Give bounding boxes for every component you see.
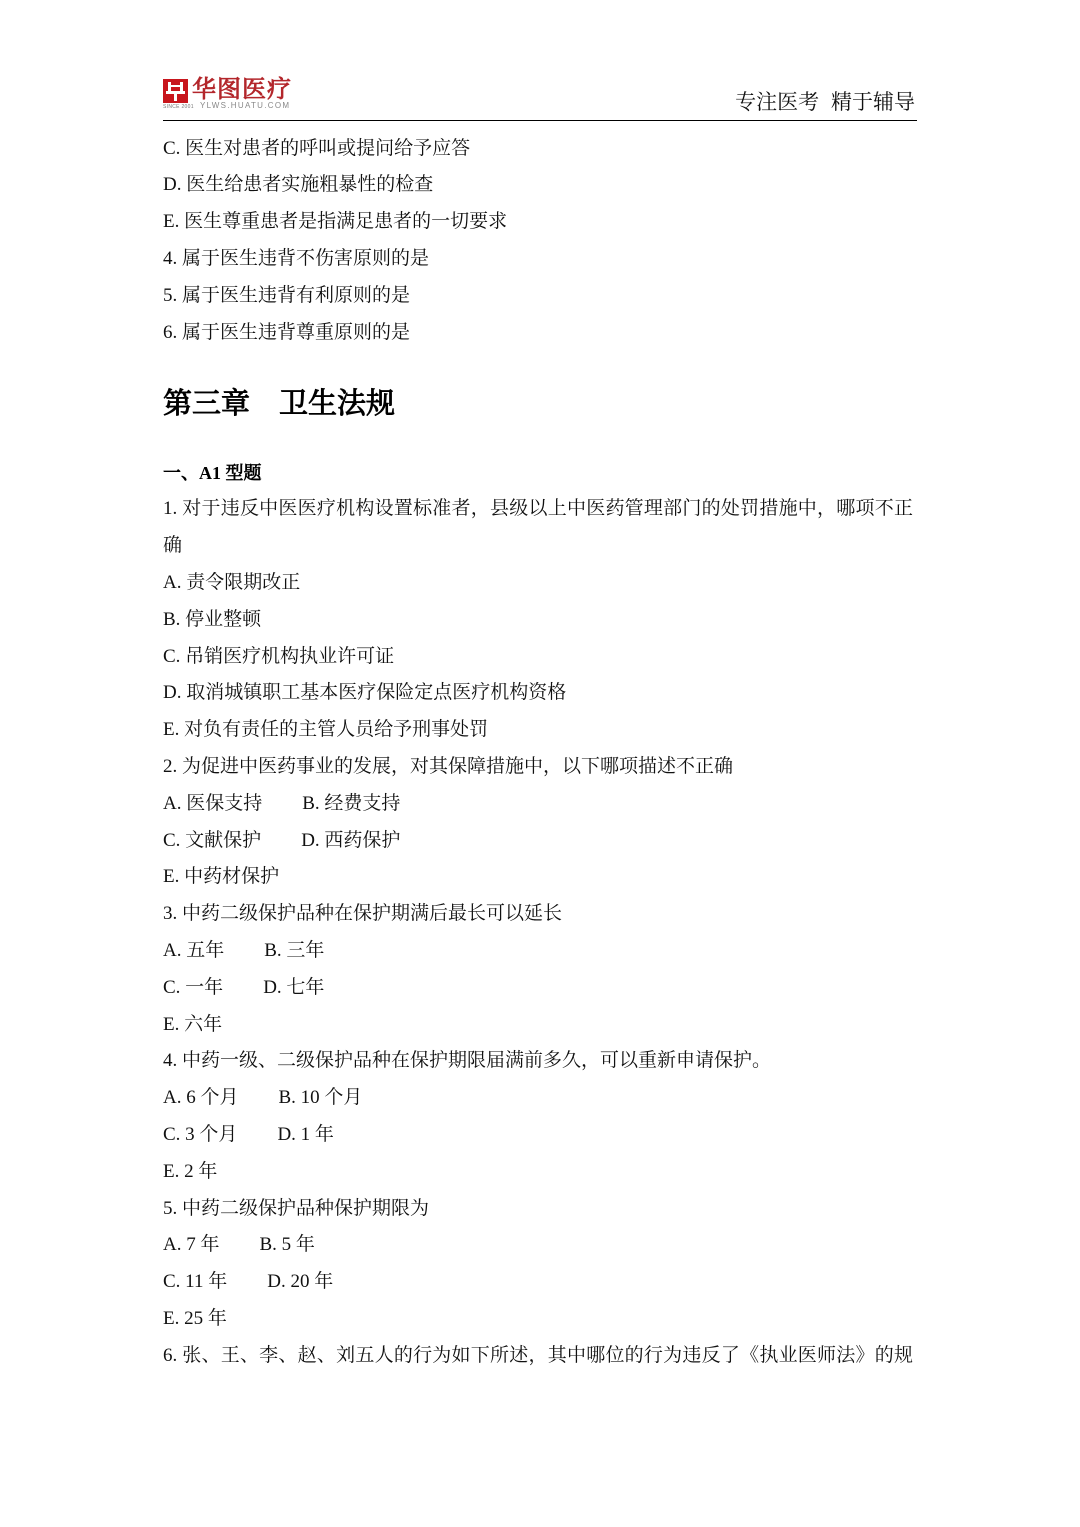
- option: D. 1 年: [277, 1123, 334, 1145]
- option-row: [163, 639, 913, 676]
- logo-url-text: YLWS.HUATU.COM: [200, 101, 291, 110]
- option: A. 医保支持: [163, 792, 263, 814]
- option-row: [163, 933, 913, 970]
- question-stem: 3. 中药二级保护品种在保护期满后最长可以延长: [163, 903, 563, 925]
- option: C. 11 年: [163, 1271, 228, 1293]
- question-stem: 5. 中药二级保护品种保护期限为: [163, 1197, 430, 1219]
- question-2: [163, 749, 913, 896]
- logo-icon-stroke: [168, 82, 171, 91]
- a1-question-section: [163, 455, 913, 1375]
- option-row: [163, 859, 913, 896]
- question-stem: 4. 中药一级、二级保护品种在保护期限届满前多久，可以重新申请保护。: [163, 1050, 772, 1072]
- section-title: 一、A1 型题: [163, 462, 262, 483]
- option: A. 6 个月: [163, 1087, 239, 1109]
- option: C. 一年: [163, 976, 224, 998]
- option-row: [163, 1080, 913, 1117]
- option-row: [163, 565, 913, 602]
- question-6: [163, 1338, 913, 1375]
- option: A. 责令限期改正: [163, 571, 301, 593]
- option: D. 取消城镇职工基本医疗保险定点医疗机构资格: [163, 682, 567, 704]
- option-c: C. 医生对患者的呼叫或提问给予应答: [163, 137, 471, 159]
- option-row: [163, 786, 913, 823]
- option: B. 经费支持: [302, 792, 401, 814]
- option: D. 20 年: [267, 1271, 334, 1293]
- option: D. 七年: [263, 976, 325, 998]
- question-stem: 1. 对于违反中医医疗机构设置标准者，县级以上中医药管理部门的处罚措施中，哪项不正确: [163, 498, 913, 557]
- option-row: [163, 1227, 913, 1264]
- question-5: [163, 1191, 913, 1338]
- option: C. 吊销医疗机构执业许可证: [163, 645, 395, 667]
- option: B. 停业整顿: [163, 608, 262, 630]
- option-row: [163, 823, 913, 860]
- option-row: [163, 1007, 913, 1044]
- option: A. 7 年: [163, 1234, 220, 1256]
- option: D. 西药保护: [301, 829, 401, 851]
- option-row: [163, 1301, 913, 1338]
- header-divider: [163, 120, 917, 121]
- option-row: [163, 970, 913, 1007]
- option: A. 五年: [163, 939, 225, 961]
- option: E. 中药材保护: [163, 866, 280, 888]
- option-e: E. 医生尊重患者是指满足患者的一切要求: [163, 211, 508, 233]
- option-d: D. 医生给患者实施粗暴性的检查: [163, 174, 434, 196]
- sub-question-6: 6. 属于医生违背尊重原则的是: [163, 321, 411, 343]
- header-slogan: 专注医考 精于辅导: [735, 91, 915, 114]
- option: E. 对负有责任的主管人员给予刑事处罚: [163, 719, 489, 741]
- option-row: [163, 1117, 913, 1154]
- logo-icon-stroke: [180, 82, 183, 91]
- option: C. 文献保护: [163, 829, 262, 851]
- question-stem: 2. 为促进中医药事业的发展，对其保障措施中，以下哪项描述不正确: [163, 755, 734, 777]
- option: C. 3 个月: [163, 1123, 238, 1145]
- logo-icon: [163, 79, 188, 103]
- option: B. 10 个月: [278, 1087, 363, 1109]
- option-row: [163, 1264, 913, 1301]
- chapter-title: 第三章 卫生法规: [163, 388, 396, 420]
- logo-icon-stroke: [174, 93, 177, 101]
- question-1: [163, 491, 913, 749]
- option: B. 三年: [264, 939, 325, 961]
- logo-icon-stroke: [171, 85, 180, 87]
- question-3: [163, 896, 913, 1043]
- option: E. 六年: [163, 1013, 223, 1035]
- option-row: [163, 1154, 913, 1191]
- option-row: [163, 602, 913, 639]
- question-stem: 6. 张、王、李、赵、刘五人的行为如下所述，其中哪位的行为违反了《执业医师法》的规: [163, 1344, 913, 1366]
- logo-since-text: SINCE 2001: [163, 104, 194, 110]
- sub-question-5: 5. 属于医生违背有利原则的是: [163, 284, 411, 306]
- option-row: [163, 712, 913, 749]
- option: B. 5 年: [259, 1234, 315, 1256]
- sub-question-4: 4. 属于医生违背不伤害原则的是: [163, 247, 430, 269]
- option-row: [163, 675, 913, 712]
- option: E. 2 年: [163, 1160, 218, 1182]
- logo-name: 华图医疗: [192, 76, 292, 103]
- question-4: [163, 1043, 913, 1190]
- previous-question-continuation: [163, 131, 913, 352]
- option: E. 25 年: [163, 1307, 227, 1329]
